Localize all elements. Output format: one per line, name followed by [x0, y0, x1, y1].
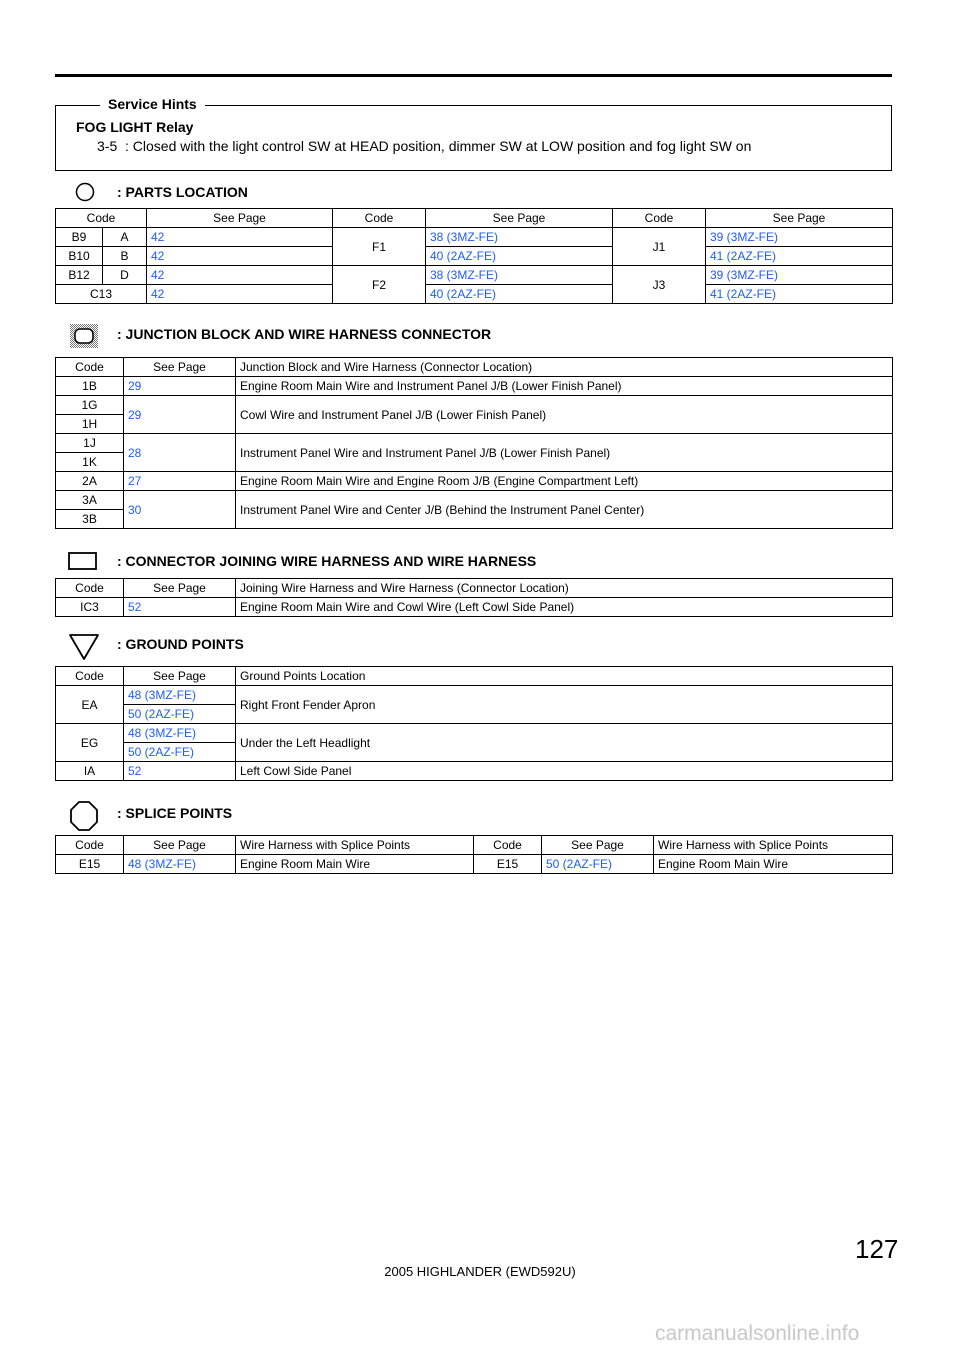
- relay-name: FOG LIGHT Relay: [76, 119, 194, 135]
- table-row: [56, 762, 893, 781]
- junction-block-title: : JUNCTION BLOCK AND WIRE HARNESS CONNECTOR: [117, 326, 492, 342]
- page-link[interactable]: 29: [124, 377, 236, 396]
- connector-joining-table: [55, 578, 893, 617]
- sub-code-cell: B: [103, 247, 147, 266]
- page-link[interactable]: 50 (2AZ-FE): [124, 705, 236, 724]
- sub-code-cell: A: [103, 228, 147, 247]
- page-link[interactable]: 39 (3MZ-FE): [706, 266, 893, 285]
- header-cell: Wire Harness with Splice Points: [236, 836, 474, 855]
- page-link[interactable]: 38 (3MZ-FE): [426, 228, 613, 247]
- code-cell: IA: [56, 762, 124, 781]
- page-link[interactable]: 41 (2AZ-FE): [706, 285, 893, 304]
- hatched-rounded-rect-icon: [69, 323, 99, 349]
- page-link[interactable]: 48 (3MZ-FE): [124, 724, 236, 743]
- page-number: 127: [855, 1234, 899, 1264]
- location-cell: Under the Left Headlight: [236, 724, 893, 762]
- code-cell: 1H: [56, 415, 124, 434]
- code-cell: B12: [56, 266, 103, 285]
- code-cell: B10: [56, 247, 103, 266]
- page-link[interactable]: 52: [124, 762, 236, 781]
- table-row: [56, 724, 893, 743]
- code-cell: B9: [56, 228, 103, 247]
- location-cell: Cowl Wire and Instrument Panel J/B (Lower Finish Panel): [236, 396, 893, 434]
- header-cell: Wire Harness with Splice Points: [654, 836, 893, 855]
- header-cell: See Page: [706, 209, 893, 228]
- table-row: [56, 247, 893, 266]
- header-cell: Code: [56, 836, 124, 855]
- code-cell: 2A: [56, 472, 124, 491]
- table-row: [56, 686, 893, 705]
- header-cell: Code: [613, 209, 706, 228]
- footer-title: 2005 HIGHLANDER (EWD592U): [384, 1264, 576, 1279]
- header-cell: Code: [56, 358, 124, 377]
- code-cell: 1B: [56, 377, 124, 396]
- page-link[interactable]: 38 (3MZ-FE): [426, 266, 613, 285]
- junction-block-table: [55, 357, 893, 529]
- header-cell: Code: [56, 667, 124, 686]
- sub-code-cell: D: [103, 266, 147, 285]
- code-cell: EG: [56, 724, 124, 762]
- code-cell: E15: [56, 855, 124, 874]
- table-header-row: [56, 667, 893, 686]
- circle-icon: [75, 182, 95, 202]
- page-link[interactable]: 50 (2AZ-FE): [542, 855, 654, 874]
- octagon-icon: [69, 800, 99, 832]
- code-cell: 3B: [56, 510, 124, 529]
- code-cell: 1K: [56, 453, 124, 472]
- code-cell: J1: [613, 228, 706, 266]
- table-row: [56, 434, 893, 453]
- page-link[interactable]: 42: [147, 285, 333, 304]
- header-cell: Code: [56, 579, 124, 598]
- header-cell: See Page: [542, 836, 654, 855]
- table-row: [56, 491, 893, 510]
- header-cell: See Page: [124, 358, 236, 377]
- header-cell: Ground Points Location: [236, 667, 893, 686]
- location-cell: Instrument Panel Wire and Instrument Panel J/B (Lower Finish Panel): [236, 434, 893, 472]
- code-cell: F2: [333, 266, 426, 304]
- splice-points-table: [55, 835, 893, 874]
- header-cell: See Page: [426, 209, 613, 228]
- header-cell: Code: [474, 836, 542, 855]
- code-cell: J3: [613, 266, 706, 304]
- code-cell: 1G: [56, 396, 124, 415]
- table-row: [56, 855, 893, 874]
- watermark: carmanualsonline.info: [655, 1322, 860, 1345]
- header-cell: See Page: [124, 579, 236, 598]
- code-cell: F1: [333, 228, 426, 266]
- table-header-row: [56, 836, 893, 855]
- page-link[interactable]: 48 (3MZ-FE): [124, 686, 236, 705]
- table-row: [56, 266, 893, 285]
- location-cell: Engine Room Main Wire and Instrument Panel J/B (Lower Finish Panel): [236, 377, 893, 396]
- location-cell: Engine Room Main Wire and Cowl Wire (Left Cowl Side Panel): [236, 598, 893, 617]
- code-cell: EA: [56, 686, 124, 724]
- page-link[interactable]: 30: [124, 491, 236, 529]
- table-row: [56, 472, 893, 491]
- page-link[interactable]: 39 (3MZ-FE): [706, 228, 893, 247]
- code-cell: IC3: [56, 598, 124, 617]
- table-header-row: [56, 209, 893, 228]
- table-header-row: [56, 579, 893, 598]
- code-cell: 3A: [56, 491, 124, 510]
- table-row: [56, 377, 893, 396]
- header-cell: Joining Wire Harness and Wire Harness (Connector Location): [236, 579, 893, 598]
- parts-location-title: : PARTS LOCATION: [117, 184, 248, 200]
- header-cell: See Page: [147, 209, 333, 228]
- wire-cell: Engine Room Main Wire: [654, 855, 893, 874]
- table-row: [56, 228, 893, 247]
- header-cell: Junction Block and Wire Harness (Connector Location): [236, 358, 893, 377]
- ground-points-title: : GROUND POINTS: [117, 636, 244, 652]
- location-cell: Engine Room Main Wire and Engine Room J/B (Engine Compartment Left): [236, 472, 893, 491]
- page-link[interactable]: 42: [147, 266, 333, 285]
- top-rule: [55, 74, 892, 77]
- table-row: [56, 598, 893, 617]
- page-link[interactable]: 41 (2AZ-FE): [706, 247, 893, 266]
- rectangle-icon: [68, 551, 98, 571]
- page-link[interactable]: 40 (2AZ-FE): [426, 247, 613, 266]
- page-link[interactable]: 52: [124, 598, 236, 617]
- connector-joining-title: : CONNECTOR JOINING WIRE HARNESS AND WIRE HARNESS: [117, 553, 537, 569]
- code-cell: 1J: [56, 434, 124, 453]
- page-link[interactable]: 40 (2AZ-FE): [426, 285, 613, 304]
- code-cell: C13: [56, 285, 147, 304]
- header-cell: Code: [56, 209, 147, 228]
- table-header-row: [56, 358, 893, 377]
- page-link[interactable]: 28: [124, 434, 236, 472]
- triangle-icon: [68, 632, 100, 662]
- page-link[interactable]: 27: [124, 472, 236, 491]
- code-cell: E15: [474, 855, 542, 874]
- page-link[interactable]: 42: [147, 247, 333, 266]
- splice-points-title: : SPLICE POINTS: [117, 805, 233, 821]
- relay-hint-line: 3-5 : Closed with the light control SW at HEAD position, dimmer SW at LOW position and fog light SW on: [97, 138, 752, 154]
- page-link[interactable]: 42: [147, 228, 333, 247]
- header-cell: See Page: [124, 667, 236, 686]
- header-cell: Code: [333, 209, 426, 228]
- page-link[interactable]: 50 (2AZ-FE): [124, 743, 236, 762]
- wire-cell: Engine Room Main Wire: [236, 855, 474, 874]
- page-link[interactable]: 48 (3MZ-FE): [124, 855, 236, 874]
- ground-points-table: [55, 666, 893, 781]
- parts-location-table: [55, 208, 893, 304]
- location-cell: Left Cowl Side Panel: [236, 762, 893, 781]
- page-link[interactable]: 29: [124, 396, 236, 434]
- location-cell: Instrument Panel Wire and Center J/B (Behind the Instrument Panel Center): [236, 491, 893, 529]
- table-row: [56, 396, 893, 415]
- location-cell: Right Front Fender Apron: [236, 686, 893, 724]
- service-hints-title: Service Hints: [100, 96, 205, 112]
- header-cell: See Page: [124, 836, 236, 855]
- table-row: [56, 285, 893, 304]
